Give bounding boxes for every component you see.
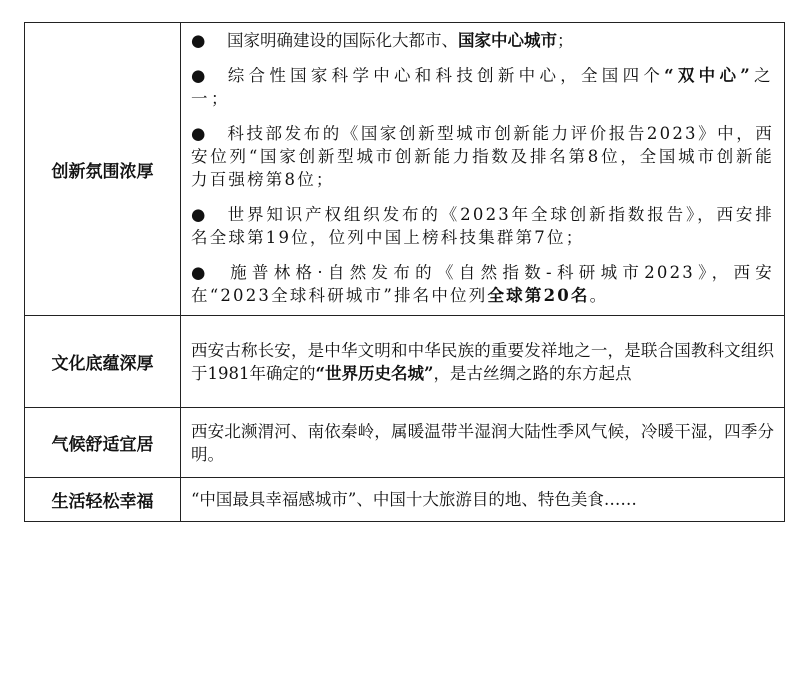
bullet-text: 施普林格·自然发布的《自然指数-科研城市2023》，西安在“2023全球科研城市”排名中位列 [191,263,774,305]
text-emphasis: “世界历史名城” [315,363,434,383]
table-row [25,23,785,316]
bullet-text-end: 之一； [191,66,775,108]
list-item [191,122,774,191]
row-text: 西安北濒渭河、南依秦岭，属暖温带半湿润大陆性季风气候，冷暖干湿，四季分明。 [191,421,774,464]
bullet-emphasis: 全球第20名 [487,286,590,305]
bullet-text: 综合性国家科学中心和科技创新中心，全国四个 [227,66,665,85]
list-item [191,203,774,249]
row-label: 气候舒适宜居 [25,408,181,478]
row-text [191,339,774,385]
bullet-emphasis: “双中心” [664,66,754,85]
row-content [181,316,785,408]
table-row [25,478,785,522]
row-label: 创新氛围浓厚 [25,23,181,316]
bullet-icon: ● [191,263,208,282]
row-label: 生活轻松幸福 [25,478,181,522]
bullet-icon: ● [191,66,209,85]
bullet-emphasis: 国家中心城市 [458,31,557,50]
text-end: ，是古丝绸之路的东方起点 [433,363,632,383]
row-text: “中国最具幸福感城市”、中国十大旅游目的地、特色美食…… [191,490,637,509]
bullet-text: 国家明确建设的国际化大都市、 [227,31,458,50]
list-item [191,29,774,52]
bullet-icon: ● [191,205,208,224]
bullet-text-end: 。 [589,286,609,305]
list-item [191,64,774,110]
bullet-text: 科技部发布的《国家创新型城市创新能力评价报告2023》中，西安位列“国家创新型城市创新能力指数及排名第8位，全国城市创新能力百强榜第8位； [191,124,774,189]
row-label: 文化底蕴深厚 [25,316,181,408]
text-start: 西安古称长安，是中华文明和中华民族的重要发祥地之一，是联合国教科文组织于1981年确定的 [191,340,774,383]
bullet-icon: ● [191,31,206,50]
list-item [191,261,774,307]
row-content [181,408,785,478]
row-content [181,23,785,316]
bullet-text-end: ； [557,31,574,50]
table-row [25,408,785,478]
table-row [25,316,785,408]
city-advantages-table [24,22,785,522]
bullet-icon: ● [191,124,208,143]
bullet-text: 世界知识产权组织发布的《2023年全球创新指数报告》，西安排名全球第19位，位列中国上榜科技集群第7位； [191,205,774,247]
row-content [181,478,785,522]
